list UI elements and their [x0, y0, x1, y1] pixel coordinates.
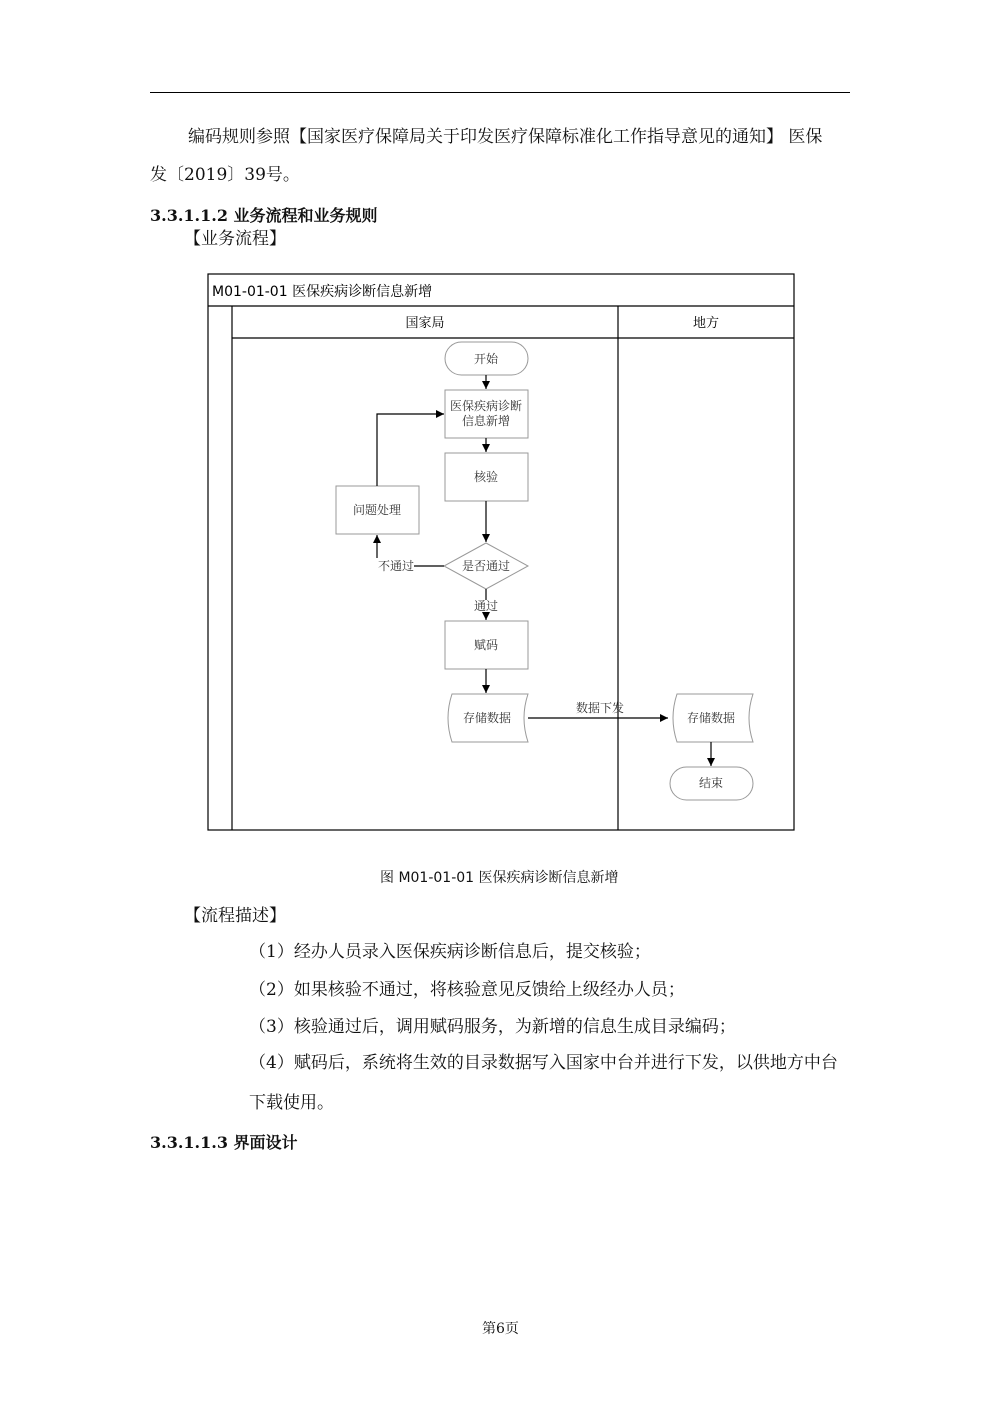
- start-node-label: 开始: [473, 352, 499, 366]
- fail-label: 不通过: [377, 559, 415, 573]
- flow-step-3: （3）核验通过后，调用赋码服务，为新增的信息生成目录编码；: [249, 1017, 736, 1037]
- flow-step-4-line-1: （4）赋码后，系统将生效的目录数据写入国家中台并进行下发，以供地方中台: [249, 1053, 838, 1073]
- arrow-issue-to-add: [377, 414, 444, 486]
- pass-label: 通过: [473, 599, 499, 613]
- flow-description-label: 【流程描述】: [184, 906, 286, 926]
- add-info-label-2: 信息新增: [461, 414, 511, 428]
- decision-node-label: 是否通过: [461, 559, 511, 573]
- end-node-label: 结束: [698, 776, 724, 790]
- diagram-title: M01-01-01 医保疾病诊断信息新增: [212, 284, 433, 300]
- figure-caption: 图 M01-01-01 医保疾病诊断信息新增: [380, 870, 619, 886]
- store-data-national-label: 存储数据: [462, 711, 512, 725]
- page-number: 第6页: [482, 1321, 519, 1337]
- add-info-label-1: 医保疾病诊断: [449, 399, 523, 413]
- flow-step-1: （1）经办人员录入医保疾病诊断信息后，提交核验；: [249, 942, 651, 962]
- lane-local-label: 地方: [692, 316, 720, 331]
- verify-node-label: 核验: [473, 470, 499, 484]
- store-data-local-label: 存储数据: [686, 711, 736, 725]
- flow-step-4-line-2: 下载使用。: [249, 1093, 334, 1113]
- download-label: 数据下发: [575, 701, 625, 715]
- section-heading-flow: 3.3.1.1.2 业务流程和业务规则: [150, 206, 378, 225]
- intro-line-2: 发〔2019〕39号。: [150, 165, 300, 185]
- lane-national-label: 国家局: [405, 316, 445, 331]
- section-heading-ui: 3.3.1.1.3 界面设计: [150, 1133, 298, 1152]
- business-flow-label: 【业务流程】: [184, 229, 286, 249]
- code-assign-label: 赋码: [473, 638, 499, 652]
- flow-step-2: （2）如果核验不通过，将核验意见反馈给上级经办人员；: [249, 980, 685, 1000]
- intro-line-1: 编码规则参照【国家医疗保障局关于印发医疗保障标准化工作指导意见的通知】 医保: [188, 127, 823, 147]
- issue-handling-label: 问题处理: [352, 503, 402, 517]
